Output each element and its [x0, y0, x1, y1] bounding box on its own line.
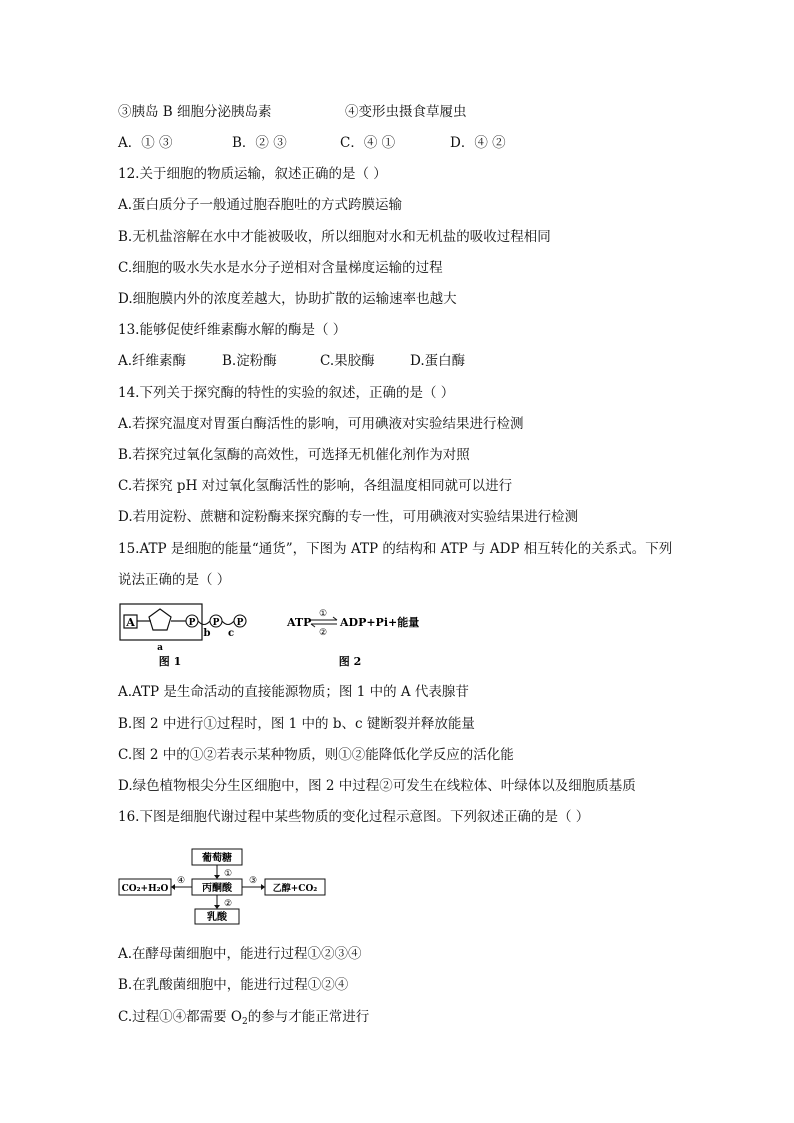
q13-option-a: A.纤维素酶: [118, 353, 187, 369]
q12-option-d: D.细胞膜内外的浓度差越大，协助扩散的运输速率也越大: [118, 291, 457, 307]
q16-stem: 16.下图是细胞代谢过程中某些物质的变化过程示意图。下列叙述正确的是（ ）: [118, 809, 590, 825]
q11-option-a: A．① ③: [118, 135, 173, 151]
atp-label: ATP: [287, 616, 312, 629]
q12-option-c: C.细胞的吸水失水是水分子逆相对含量梯度运输的过程: [118, 260, 443, 276]
q11-option-b: B．② ③: [232, 135, 287, 151]
atp-structure-figure: [118, 602, 278, 668]
group-a-label: a: [157, 643, 163, 653]
q15-stem-line2: 说法正确的是（ ）: [118, 572, 231, 588]
ethanol-co2-label: 乙醇+CO₂: [272, 884, 318, 894]
phosphate-label-1: P: [188, 618, 196, 628]
q14-option-a: A.若探究温度对胃蛋白酶活性的影响，可用碘液对实验结果进行检测: [118, 416, 524, 432]
q16-option-c-text: C.过程①④都需要 O: [118, 1009, 242, 1025]
ribose-pentagon: [149, 609, 171, 630]
q16-option-b: B.在乳酸菌细胞中，能进行过程①②④: [118, 977, 349, 993]
q16-option-c: [118, 1008, 369, 1028]
high-energy-bond-c: [222, 621, 234, 625]
q13-stem: 13.能够促使纤维素酶水解的酶是（ ）: [118, 322, 347, 338]
q16-option-c-subscript: 2: [242, 1017, 248, 1027]
step-4-label: ④: [176, 876, 186, 886]
adenine-label: A: [126, 616, 135, 629]
q15-option-c: C.图 2 中的①②若表示某种物质，则①②能降低化学反应的活化能: [118, 747, 514, 763]
reaction-2-label: ②: [318, 628, 328, 638]
q12-stem: 12.关于细胞的物质运输，叙述正确的是（ ）: [118, 166, 387, 182]
bond-c-label: c: [227, 628, 235, 639]
q15-option-a: A.ATP 是生命活动的直接能源物质；图 1 中的 A 代表腺苷: [118, 684, 469, 700]
q12-option-a: A.蛋白质分子一般通过胞吞胞吐的方式跨膜运输: [118, 197, 403, 213]
lactate-label: 乳酸: [207, 912, 227, 923]
q13-option-d: D.蛋白酶: [410, 353, 466, 369]
step-1-label: ①: [224, 869, 233, 879]
phosphate-label-2: P: [212, 618, 220, 628]
q12-option-b: B.无机盐溶解在水中才能被吸收，所以细胞对水和无机盐的吸收过程相同: [118, 229, 551, 245]
step-2-label: ②: [224, 899, 233, 909]
q15-option-b: B.图 2 中进行①过程时，图 1 中的 b、c 键断裂并释放能量: [118, 716, 475, 732]
bond-b-label: b: [203, 628, 211, 639]
figure-1-caption: 图 1: [158, 655, 182, 668]
co2-h2o-label: CO₂+H₂O: [121, 884, 169, 894]
q11-option-c: C．④ ①: [340, 135, 396, 151]
q11-item3: ③胰岛 B 细胞分泌胰岛素: [118, 104, 272, 120]
pyruvate-label: 丙酮酸: [202, 883, 232, 894]
q14-option-d: D.若用淀粉、蔗糖和淀粉酶来探究酶的专一性，可用碘液对实验结果进行检测: [118, 509, 579, 525]
q15-stem-line1: 15.ATP 是细胞的能量“通货”，下图为 ATP 的结构和 ATP 与 ADP 相互转化的关系式。下列: [118, 541, 673, 557]
q14-option-c: C.若探究 pH 对过氧化氢酶活性的影响，各组温度相同就可以进行: [118, 478, 513, 494]
glucose-label: 葡萄糖: [202, 853, 232, 864]
q16-option-c-text-end: 的参与才能正常进行: [247, 1009, 370, 1025]
q13-option-c: C.果胶酶: [320, 353, 375, 369]
adp-pi-energy-label: ADP+Pi+能量: [340, 616, 420, 629]
q13-option-b: B.淀粉酶: [222, 353, 277, 369]
q14-option-b: B.若探究过氧化氢酶的高效性，可选择无机催化剂作为对照: [118, 447, 470, 463]
q16-option-a: A.在酵母菌细胞中，能进行过程①②③④: [118, 946, 362, 962]
step-3-label: ③: [248, 876, 258, 886]
reaction-1-label: ①: [318, 609, 328, 619]
q11-option-d: D．④ ②: [450, 135, 506, 151]
atp-adp-conversion-figure: [285, 602, 425, 668]
q11-item4: ④变形虫摄食草履虫: [345, 104, 467, 120]
figure-2-caption: 图 2: [338, 655, 362, 668]
high-energy-bond-b: [198, 621, 210, 625]
q15-option-d: D.绿色植物根尖分生区细胞中，图 2 中过程②可发生在线粒体、叶绿体以及细胞质基质: [118, 778, 636, 794]
q14-stem: 14.下列关于探究酶的特性的实验的叙述，正确的是（ ）: [118, 385, 455, 401]
metabolism-diagram: [118, 845, 338, 925]
phosphate-label-3: P: [236, 618, 244, 628]
